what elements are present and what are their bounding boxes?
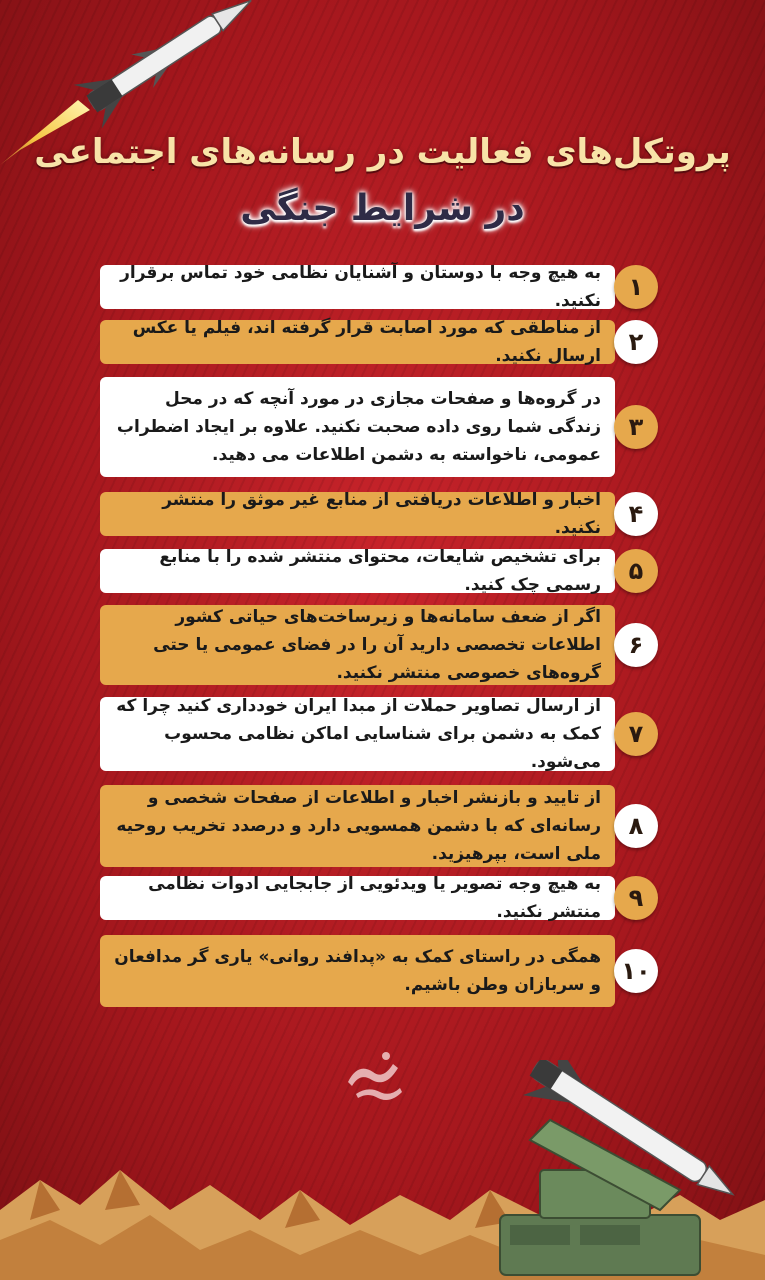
list-item [100,320,666,364]
item-text: در گروه‌ها و صفحات مجازی در مورد آنچه که در محل زندگی شما روی داده صحبت نکنید. علاوه بر ایجاد اضطراب عمومی، ناخواسته به دشمن اطلاعات می دهید. [100,377,615,477]
item-text: از ارسال تصاویر حملات از مبدا ایران خودداری کنید چرا که کمک به دشمن برای شناسایی اماکن نظامی محسوب می‌شود. [100,697,615,771]
list-item [100,876,666,920]
item-number: ۳ [614,405,658,449]
list-item [100,605,666,685]
list-item [100,549,666,593]
list-item [100,377,666,477]
list-item [100,697,666,771]
item-text: همگی در راستای کمک به «پدافند روانی» یاری گر مدافعان و سربازان وطن باشیم. [100,935,615,1007]
item-text: برای تشخیص شایعات، محتوای منتشر شده را با منابع رسمی چک کنید. [100,549,615,593]
item-number: ۲ [614,320,658,364]
item-number: ۸ [614,804,658,848]
item-text: اگر از ضعف سامانه‌ها و زیرساخت‌های حیاتی کشور اطلاعات تخصصی دارید آن را در فضای عمومی یا حتی گروه‌های خصوصی منتشر نکنید. [100,605,615,685]
item-number: ۱۰ [614,949,658,993]
list-item [100,935,666,1007]
list-item [100,785,666,867]
page-subtitle: در شرایط جنگی [240,188,525,229]
missile-launcher-icon [480,1060,765,1280]
item-number: ۷ [614,712,658,756]
item-text: از مناطقی که مورد اصابت قرار گرفته اند، فیلم یا عکس ارسال نکنید. [100,320,615,364]
list-item [100,492,666,536]
item-number: ۹ [614,876,658,920]
item-number: ۴ [614,492,658,536]
item-text: از تایید و بازنشر اخبار و اطلاعات از صفحات شخصی و رسانه‌ای که با دشمن همسویی دارد و درصدد تخریب روحیه ملی است، بپرهیزید. [100,785,615,867]
item-text: به هیچ وجه تصویر یا ویدئویی از جابجایی ادوات نظامی منتشر نکنید. [100,876,615,920]
item-text: به هیچ وجه با دوستان و آشنایان نظامی خود تماس برقرار نکنید. [100,265,615,309]
logo-icon [338,1042,408,1106]
list-item [100,265,666,309]
item-number: ۱ [614,265,658,309]
item-text: اخبار و اطلاعات دریافتی از منابع غیر موثق را منتشر نکنید. [100,492,615,536]
item-number: ۶ [614,623,658,667]
item-number: ۵ [614,549,658,593]
page-title: پروتکل‌های فعالیت در رسانه‌های اجتماعی [34,132,731,172]
